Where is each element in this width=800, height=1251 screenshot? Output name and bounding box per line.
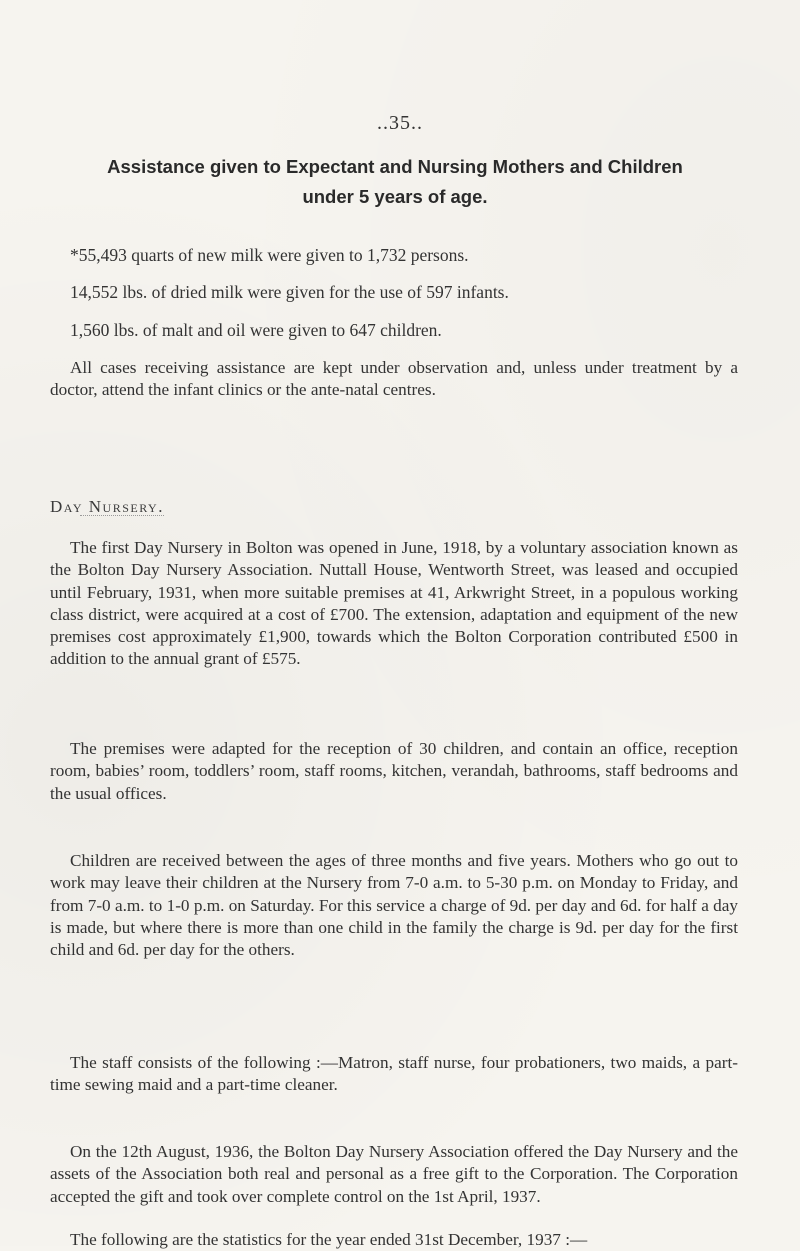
dried-milk-item: 14,552 lbs. of dried milk were given for the use of 597 infants. [70, 282, 509, 302]
premises-paragraph: The premises were adapted for the reception of 30 children, and contain an office, reception room, babies’ room, toddlers’ room, staff rooms, kitchen, verandah, bathrooms, staff bedrooms and the usual offices. [50, 739, 738, 803]
transfer-paragraph: On the 12th August, 1936, the Bolton Day Nursery Association offered the Day Nursery and the assets of the Association both real and personal as a free gift to the Corporation. The Corporation accepted the gift and took over complete control on the 1st April, 1937. [50, 1142, 738, 1206]
heading-line-2: under 5 years of age. [302, 186, 488, 207]
section-title-text: Day Nursery. [50, 497, 164, 516]
malt-oil-item: 1,560 lbs. of malt and oil were given to 647 children. [70, 320, 442, 340]
history-paragraph: The first Day Nursery in Bolton was opened in June, 1918, by a voluntary association known as the Bolton Day Nursery Association. Nuttall House, Wentworth Street, was leased and occupied until February, 1931, when more suitable premises at 41, Arkwright Street, in a populous working class district, were acquired at a cost of £700. The extension, adaptation and equipment of the new premises cost approximately £1,900, towards which the Bolton Corporation contributed £500 in addition to the annual grant of £575. [50, 538, 738, 669]
milk-quarts-item: *55,493 quarts of new milk were given to 1,732 persons. [70, 245, 469, 265]
page-number: ..35.. [377, 112, 423, 134]
page-heading [70, 152, 720, 212]
staff-paragraph: The staff consists of the following :—Matron, staff nurse, four probationers, two maids, a part-time sewing maid and a part-time cleaner. [50, 1053, 738, 1095]
section-title-underline [80, 515, 164, 516]
observation-paragraph: All cases receiving assistance are kept under observation and, unless under treatment by a doctor, attend the infant clinics or the ante-natal centres. [50, 358, 738, 400]
section-title-day-nursery [50, 497, 164, 517]
statistics-intro-paragraph: The following are the statistics for the year ended 31st December, 1937 :— [70, 1230, 588, 1249]
admission-paragraph: Children are received between the ages of three months and five years. Mothers who go out to work may leave their children at the Nursery from 7-0 a.m. to 5-30 p.m. on Monday to Friday, and from 7-0 a.m. to 1-0 p.m. on Saturday. For this service a charge of 9d. per day and 6d. for half a day is made, but where there is more than one child in the family the charge is 9d. per day for the first child and 6d. per day for the others. [50, 851, 738, 960]
heading-line-1: Assistance given to Expectant and Nursing Mothers and Children [107, 156, 683, 177]
